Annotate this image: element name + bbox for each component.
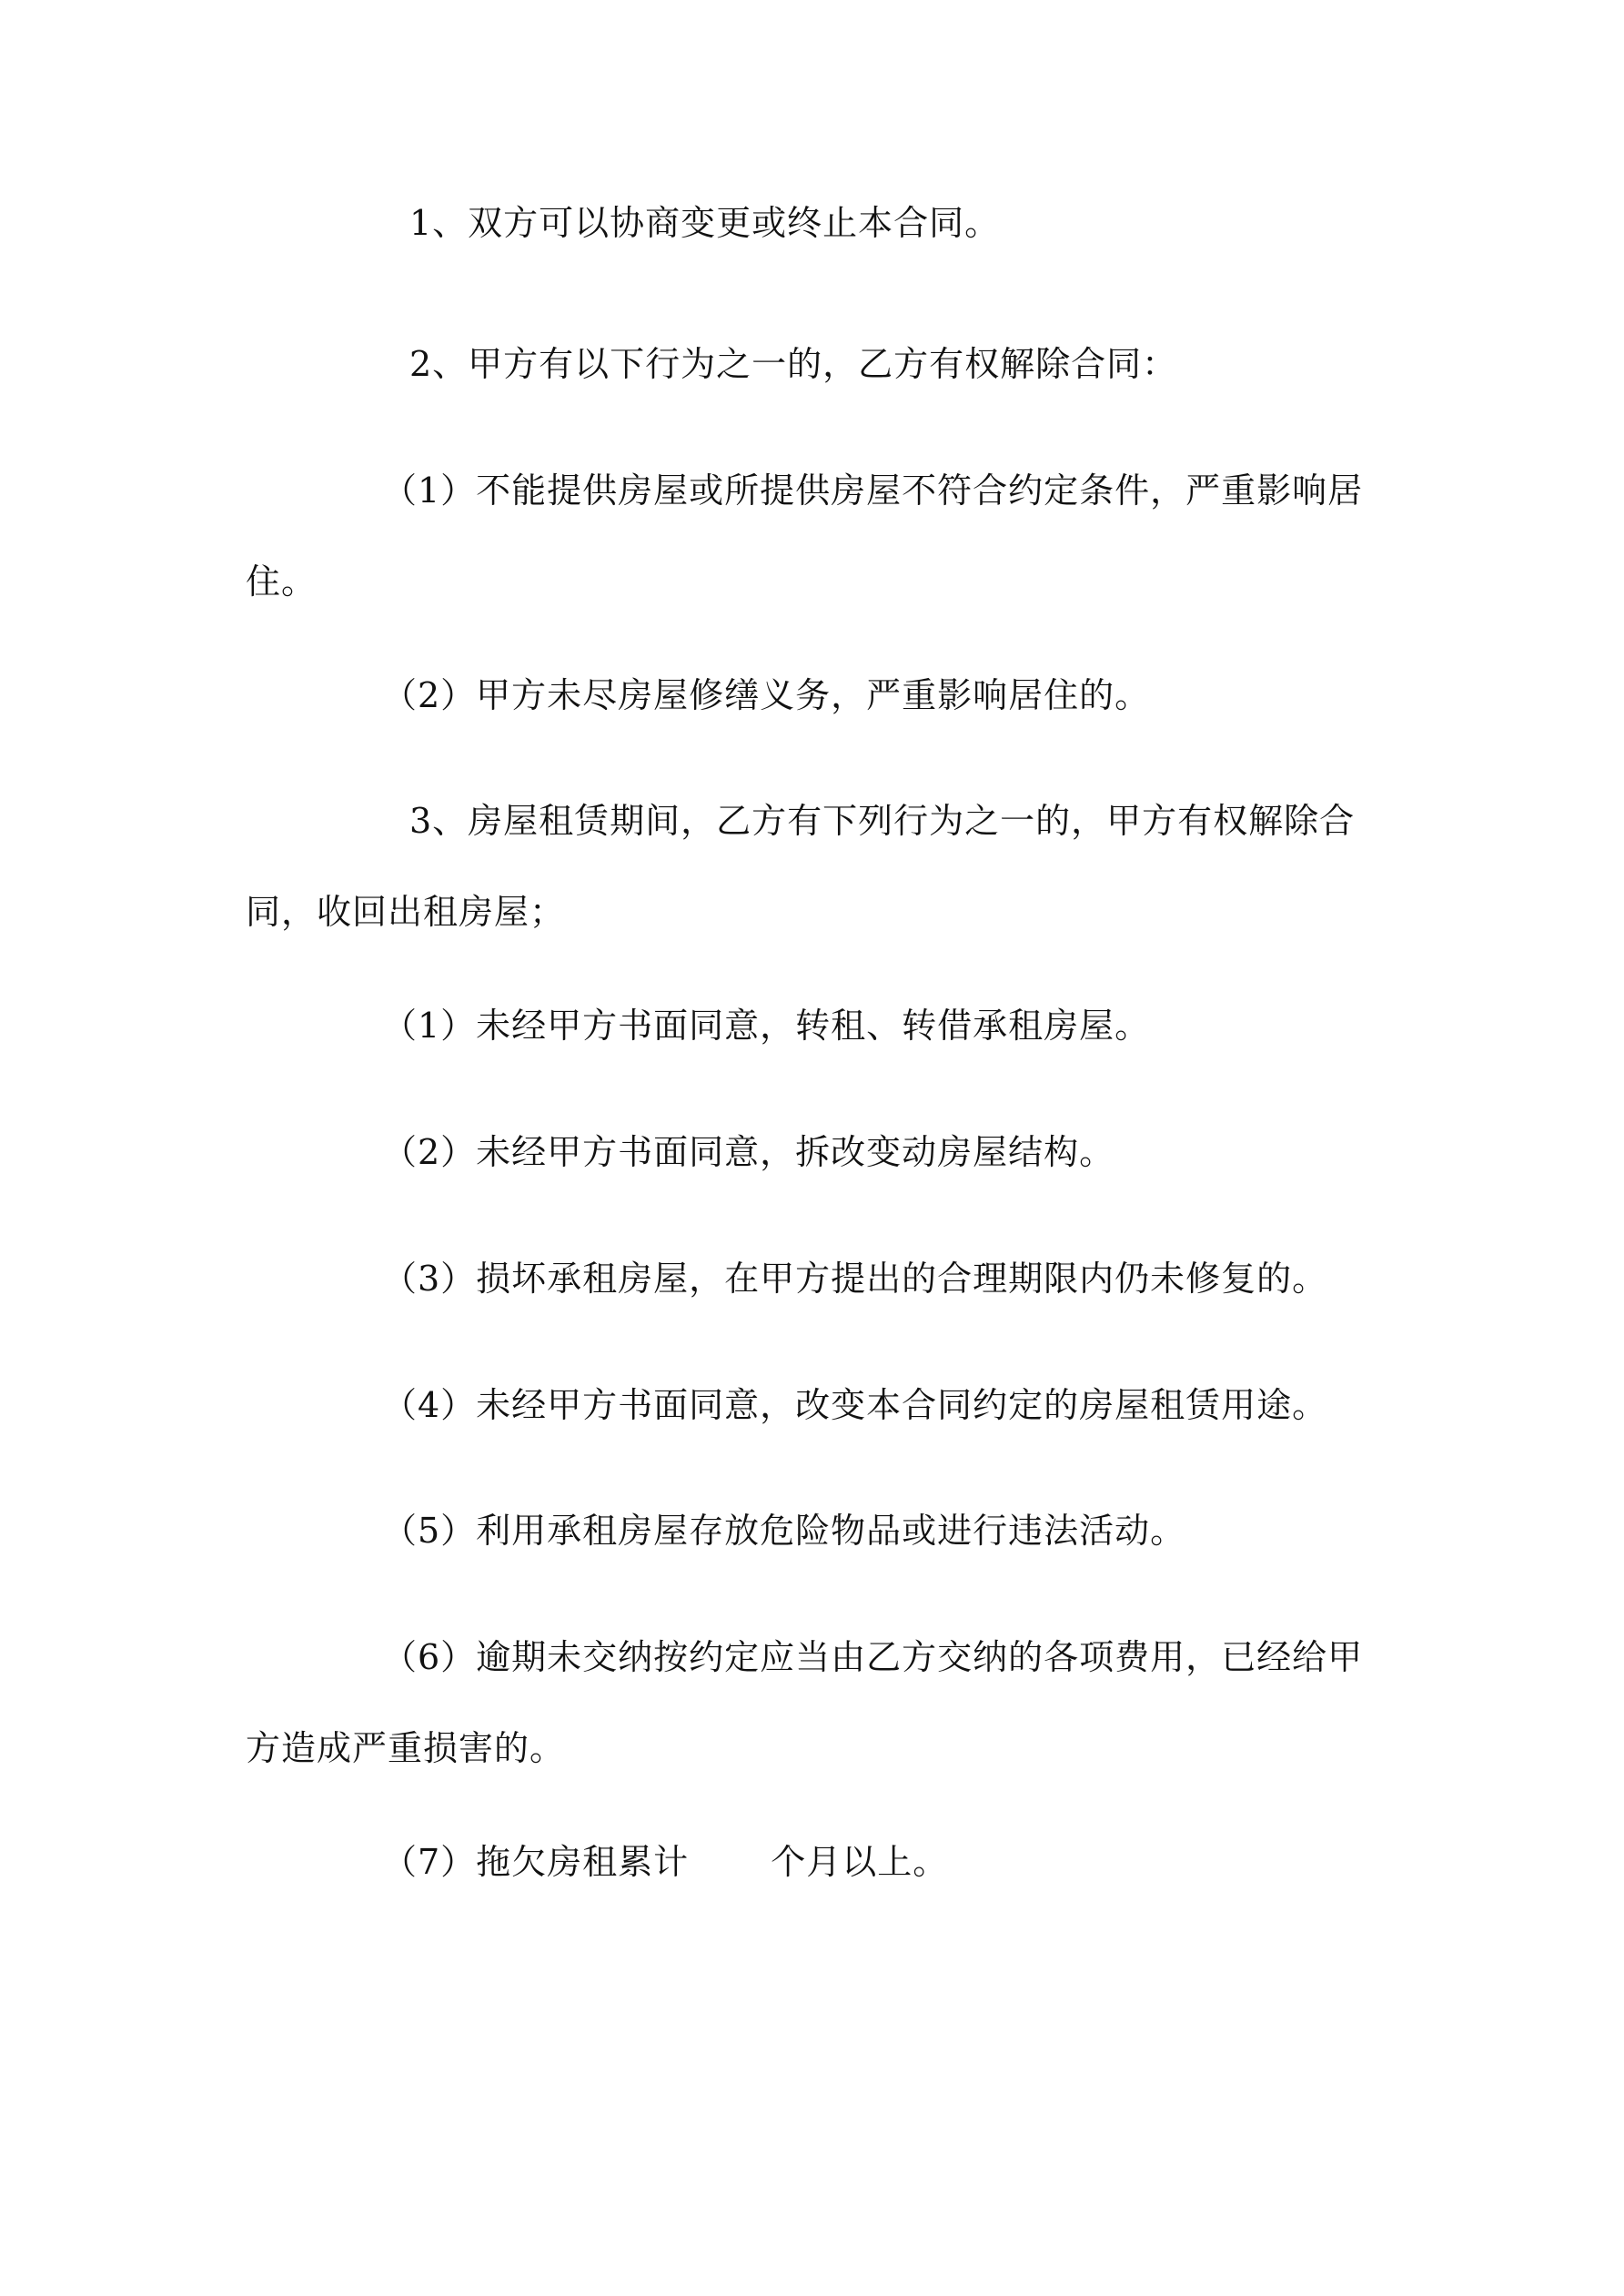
clause-3-item-3: （3）损坏承租房屋，在甲方提出的合理期限内仍未修复的。 xyxy=(382,1259,1328,1299)
clause-1: 1、双方可以协商变更或终止本合同。 xyxy=(409,203,1001,243)
clause-3-item-2: （2）未经甲方书面同意，拆改变动房屋结构。 xyxy=(382,1132,1115,1172)
clause-3-item-6: （6）逾期未交纳按约定应当由乙方交纳的各项费用，已经给甲方造成严重损害的。 xyxy=(246,1637,1364,1768)
clause-3: 3、房屋租赁期间，乙方有下列行为之一的，甲方有权解除合同，收回出租房屋； xyxy=(246,801,1356,932)
clause-3-item-7 xyxy=(246,1816,1385,1907)
clause-3-item-5: （5）利用承租房屋存放危险物品或进行违法活动。 xyxy=(382,1511,1186,1551)
clause-3-item-1: （1）未经甲方书面同意，转租、转借承租房屋。 xyxy=(382,1006,1151,1046)
clause-3-item-4: （4）未经甲方书面同意，改变本合同约定的房屋租赁用途。 xyxy=(382,1385,1328,1425)
clause-2: 2、甲方有以下行为之一的，乙方有权解除合同： xyxy=(409,344,1178,384)
clause-2-item-2: （2）甲方未尽房屋修缮义务，严重影响居住的。 xyxy=(382,675,1151,715)
clause-3-item-7-prefix: （7）拖欠房租累计 xyxy=(382,1842,690,1882)
clause-3-item-7-suffix: 个月以上。 xyxy=(771,1842,949,1882)
clause-2-item-1: （1）不能提供房屋或所提供房屋不符合约定条件，严重影响居住。 xyxy=(246,470,1364,602)
